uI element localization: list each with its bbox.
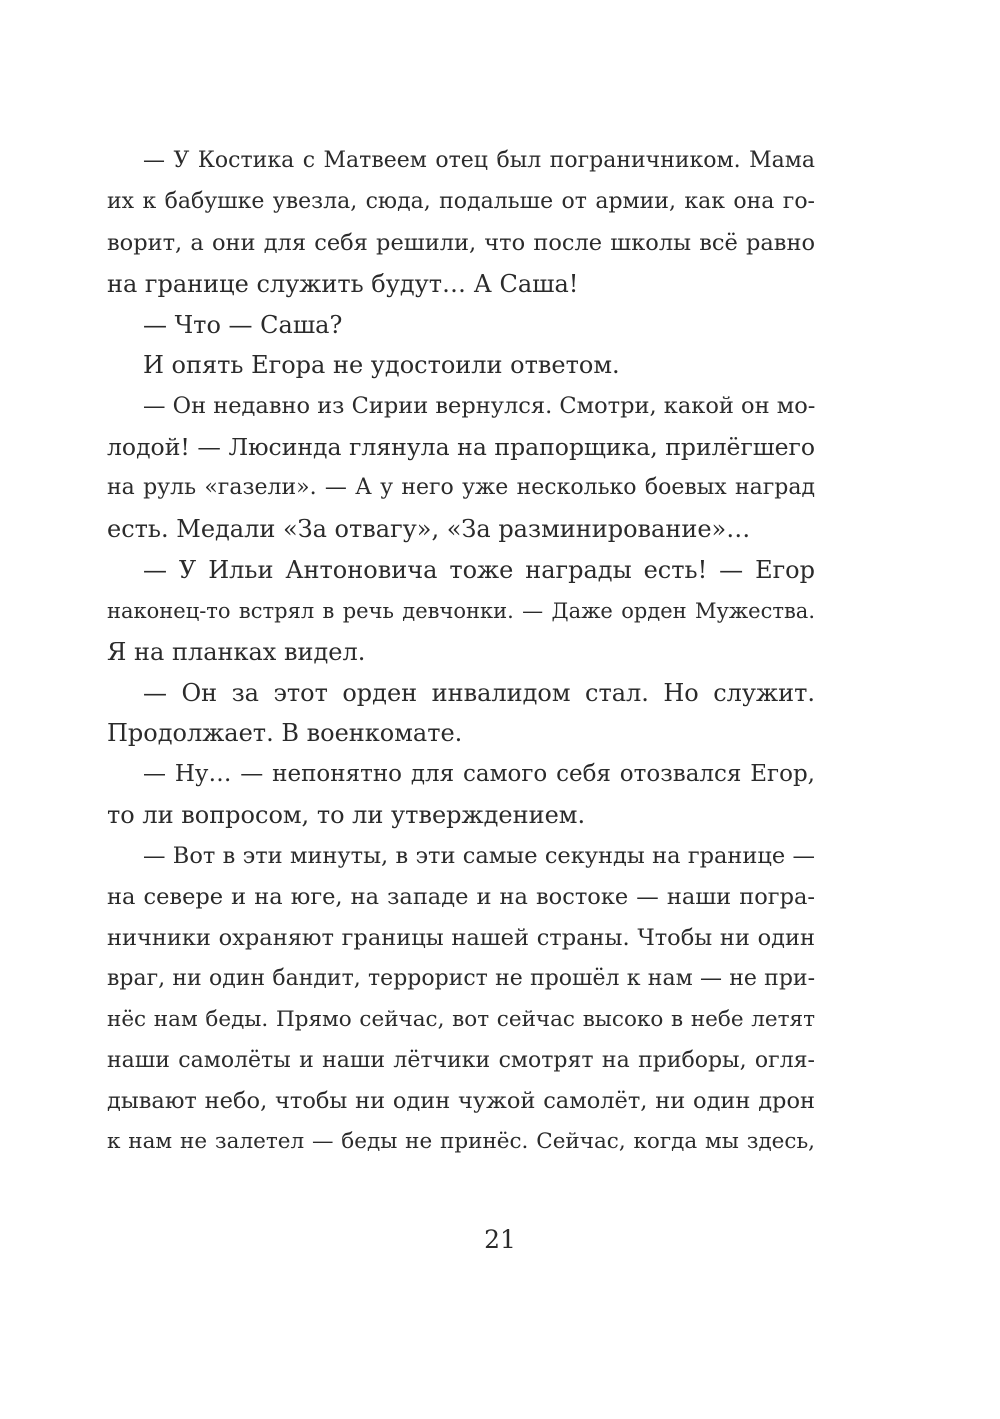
text-line: — У Ильи Антоновича тоже награды есть! — Егор bbox=[143, 555, 815, 584]
text-line: дывают небо, чтобы ни один чужой самолёт, ни один дрон bbox=[107, 1088, 815, 1115]
text-line: наконец-то встрял в речь девчонки. — Даже орден Мужества. bbox=[107, 598, 815, 623]
text-line: — Он недавно из Сирии вернулся. Смотри, какой он мо- bbox=[143, 393, 816, 420]
text-line: враг, ни один бандит, террорист не прошёл к нам — не при- bbox=[107, 965, 815, 991]
text-line: — У Костика с Матвеем отец был пограничником. Мама bbox=[143, 148, 815, 173]
text-line: нёс нам беды. Прямо сейчас, вот сейчас высоко в небе летят bbox=[107, 1006, 815, 1032]
text-line: — Ну… — непонятно для самого себя отозвался Егор, bbox=[143, 761, 815, 788]
text-line: ничники охраняют границы нашей страны. Чтобы ни один bbox=[107, 924, 815, 951]
page-number: 21 bbox=[484, 1225, 516, 1254]
text-line: — Вот в эти минуты, в эти самые секунды на границе — bbox=[143, 843, 815, 870]
body-text bbox=[107, 141, 815, 1163]
text-line: на руль «газели». — А у него уже несколько боевых наград bbox=[107, 475, 815, 501]
text-line: ворит, а они для себя решили, что после школы всё равно bbox=[107, 229, 815, 256]
text-line: — Что — Саша? bbox=[143, 310, 343, 339]
text-line: Продолжает. В военкомате. bbox=[107, 719, 463, 748]
text-line: их к бабушке увезла, сюда, подальше от армии, как она го- bbox=[107, 188, 815, 214]
text-line: наши самолёты и наши лётчики смотрят на приборы, огля- bbox=[107, 1047, 815, 1073]
text-line: на севере и на юге, на западе и на востоке — наши погра- bbox=[107, 884, 815, 911]
text-line: есть. Медали «За отвагу», «За разминирование»… bbox=[107, 515, 751, 544]
text-line: — Он за этот орден инвалидом стал. Но служит. bbox=[143, 678, 815, 707]
text-line: то ли вопросом, то ли утверждением. bbox=[107, 801, 586, 830]
text-line: лодой! — Люсинда глянула на прапорщика, прилёгшего bbox=[107, 433, 815, 462]
text-line: И опять Егора не удостоили ответом. bbox=[143, 351, 620, 380]
text-line: к нам не залетел — беды не принёс. Сейчас, когда мы здесь, bbox=[107, 1129, 815, 1155]
text-line: Я на планках видел. bbox=[107, 637, 366, 666]
text-line: на границе служить будут… А Саша! bbox=[107, 269, 579, 298]
